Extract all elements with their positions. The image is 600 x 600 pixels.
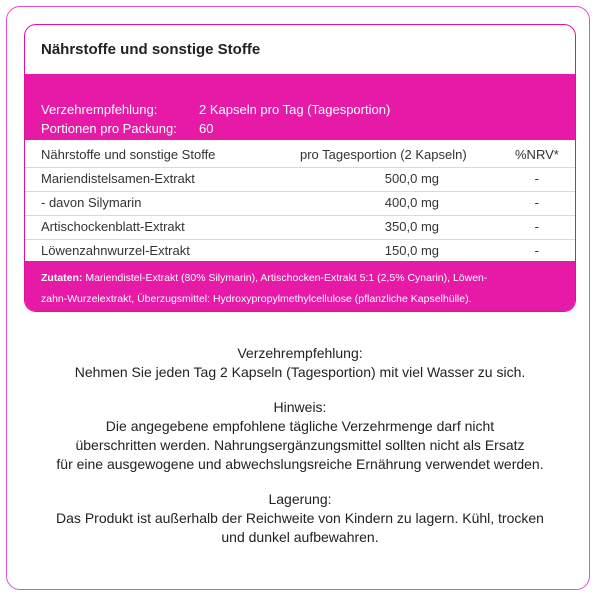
header-nrv: %NRV* <box>515 147 559 162</box>
ingredients-text-2: zahn-Wurzelextrakt, Überzugsmittel: Hydroxypropylmethylcellulose (pflanzliche Kapselhülle). <box>41 293 472 305</box>
row-nrv: - <box>534 195 539 210</box>
row-nutrient: Löwenzahnwurzel-Extrakt <box>41 243 190 258</box>
row-nrv: - <box>534 171 539 186</box>
dose-text: Nehmen Sie jeden Tag 2 Kapseln (Tagesportion) mit viel Wasser zu sich. <box>74 364 526 380</box>
table-row <box>25 239 575 263</box>
table-row <box>25 167 575 192</box>
portions-value: 60 <box>199 121 214 136</box>
row-nutrient: - davon Silymarin <box>41 195 142 210</box>
hint-heading: Hinweis: <box>273 399 327 415</box>
row-nutrient: Artischockenblatt-Extrakt <box>41 219 185 234</box>
dosage-label: Verzehrempfehlung: <box>41 102 158 117</box>
storage-text: Das Produkt ist außerhalb der Reichweite von Kindern zu lagern. Kühl, trocken <box>56 510 544 526</box>
hint-note <box>20 398 580 474</box>
dosage-band <box>25 74 575 140</box>
row-amount: 500,0 mg <box>384 171 439 186</box>
dosage-value: 2 Kapseln pro Tag (Tagesportion) <box>199 102 391 117</box>
dosage-row <box>41 101 390 119</box>
ingredients-line <box>41 268 559 289</box>
storage-note <box>20 490 580 547</box>
table-row <box>25 191 575 216</box>
row-nutrient: Mariendistelsamen-Extrakt <box>41 171 195 186</box>
dose-note <box>20 344 580 382</box>
storage-heading: Lagerung: <box>268 491 332 507</box>
row-nrv: - <box>534 219 539 234</box>
hint-text: Die angegebene empfohlene tägliche Verzehrmenge darf nicht <box>105 418 495 434</box>
ingredients-label: Zutaten: <box>41 272 83 284</box>
dose-heading: Verzehrempfehlung: <box>237 345 363 361</box>
header-nutrient: Nährstoffe und sonstige Stoffe <box>41 147 216 162</box>
row-amount: 350,0 mg <box>384 219 439 234</box>
row-amount: 150,0 mg <box>384 243 439 258</box>
ingredients-band <box>25 261 575 312</box>
notes-section <box>20 344 580 563</box>
portions-row <box>41 120 213 138</box>
row-amount: 400,0 mg <box>384 195 439 210</box>
storage-text: und dunkel aufbewahren. <box>221 529 379 545</box>
row-nrv: - <box>534 243 539 258</box>
ingredients-text-1: Mariendistel-Extrakt (80% Silymarin), Artischocken-Extrakt 5:1 (2,5% Cynarin), Löwen- <box>82 272 488 284</box>
table-header <box>25 143 575 168</box>
hint-text: überschritten werden. Nahrungsergänzungsmittel sollten nicht als Ersatz <box>75 437 525 453</box>
table-row <box>25 215 575 240</box>
portions-label: Portionen pro Packung: <box>41 121 177 136</box>
hint-text: für eine ausgewogene und abwechslungsreiche Ernährung verwendet werden. <box>56 456 544 472</box>
nutrition-panel <box>24 24 576 312</box>
panel-title: Nährstoffe und sonstige Stoffe <box>41 41 261 58</box>
header-per-portion: pro Tagesportion (2 Kapseln) <box>300 147 467 162</box>
